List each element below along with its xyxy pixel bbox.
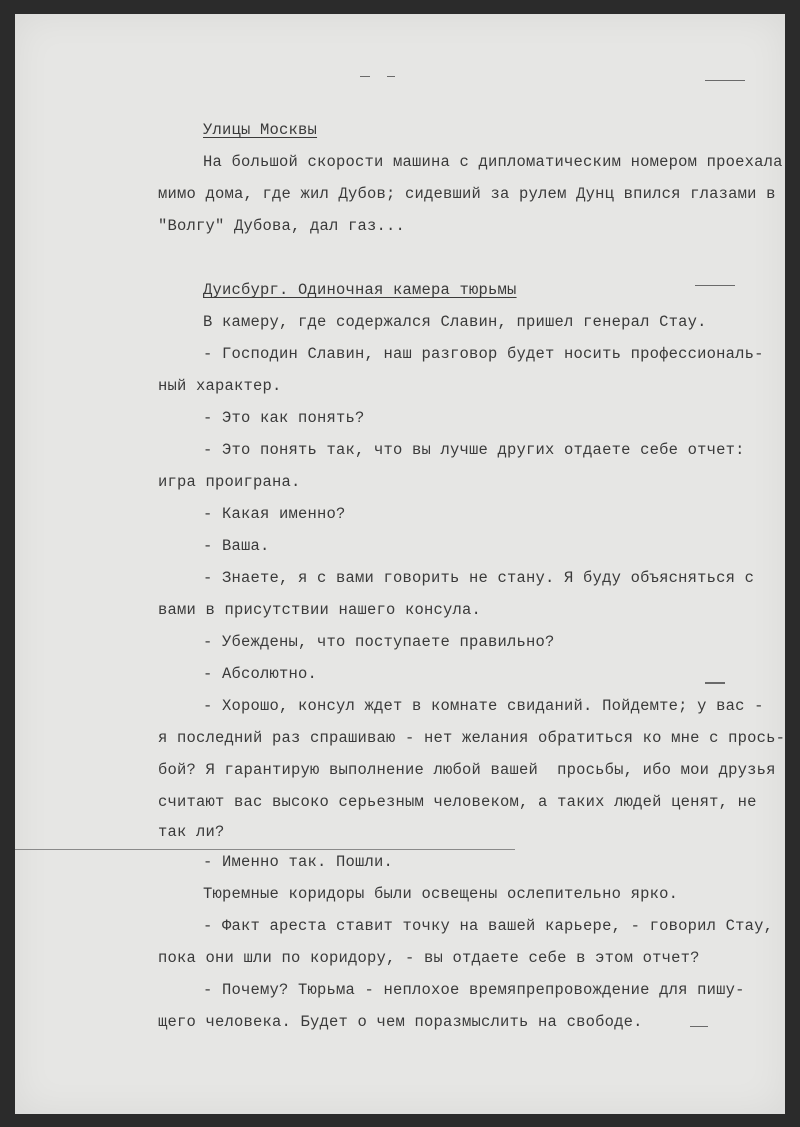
text-line-2: На большой скорости машина с дипломатическим номером проехала bbox=[203, 153, 783, 171]
text-line-7: - Господин Славин, наш разговор будет носить профессиональ- bbox=[203, 345, 764, 363]
text-line-17: - Абсолютно. bbox=[203, 665, 318, 683]
stray-mark bbox=[695, 285, 735, 286]
text-line-19: я последний раз спрашиваю - нет желания обратиться ко мне с прось- bbox=[158, 729, 785, 747]
text-line-27: - Почему? Тюрьма - неплохое времяпрепровождение для пишу- bbox=[203, 981, 745, 999]
text-line-8: ный характер. bbox=[158, 377, 282, 395]
text-line-16: - Убеждены, что поступаете правильно? bbox=[203, 633, 555, 651]
text-line-14: - Знаете, я с вами говорить не стану. Я буду объясняться с bbox=[203, 569, 755, 587]
text-line-15: вами в присутствии нашего консула. bbox=[158, 601, 482, 619]
stray-mark bbox=[705, 682, 725, 684]
text-line-10: - Это понять так, что вы лучше других отдаете себе отчет: bbox=[203, 441, 745, 459]
text-line-26: пока они шли по коридору, - вы отдаете себе в этом отчет? bbox=[158, 949, 700, 967]
text-line-6: В камеру, где содержался Славин, пришел генерал Стау. bbox=[203, 313, 707, 331]
text-line-24: Тюремные коридоры были освещены ослепительно ярко. bbox=[203, 885, 679, 903]
text-line-11: игра проиграна. bbox=[158, 473, 301, 491]
text-line-21: считают вас высоко серьезным человеком, а таких людей ценят, не bbox=[158, 793, 757, 811]
stray-mark bbox=[387, 76, 395, 77]
stray-mark bbox=[705, 80, 745, 81]
text-line-4: "Волгу" Дубова, дал газ... bbox=[158, 217, 406, 235]
heading-line-5: Дуисбург. Одиночная камера тюрьмы bbox=[203, 281, 517, 299]
heading-line-1: Улицы Москвы bbox=[203, 121, 318, 139]
text-line-20: бой? Я гарантирую выполнение любой вашей просьбы, ибо мои друзья bbox=[158, 761, 776, 779]
fold-line bbox=[15, 849, 515, 850]
text-line-9: - Это как понять? bbox=[203, 409, 365, 427]
text-line-18: - Хорошо, консул ждет в комнате свиданий. Пойдемте; у вас - bbox=[203, 697, 764, 715]
text-line-3: мимо дома, где жил Дубов; сидевший за рулем Дунц впился глазами в bbox=[158, 185, 776, 203]
text-line-12: - Какая именно? bbox=[203, 505, 346, 523]
text-line-23: - Именно так. Пошли. bbox=[203, 853, 394, 871]
text-line-13: - Ваша. bbox=[203, 537, 270, 555]
text-line-22: так ли? bbox=[158, 823, 225, 841]
stray-mark bbox=[690, 1026, 708, 1027]
text-line-28: щего человека. Будет о чем поразмыслить на свободе. bbox=[158, 1013, 643, 1031]
stray-mark bbox=[360, 76, 370, 77]
typewritten-page bbox=[15, 14, 785, 1114]
text-line-25: - Факт ареста ставит точку на вашей карьере, - говорил Стау, bbox=[203, 917, 774, 935]
